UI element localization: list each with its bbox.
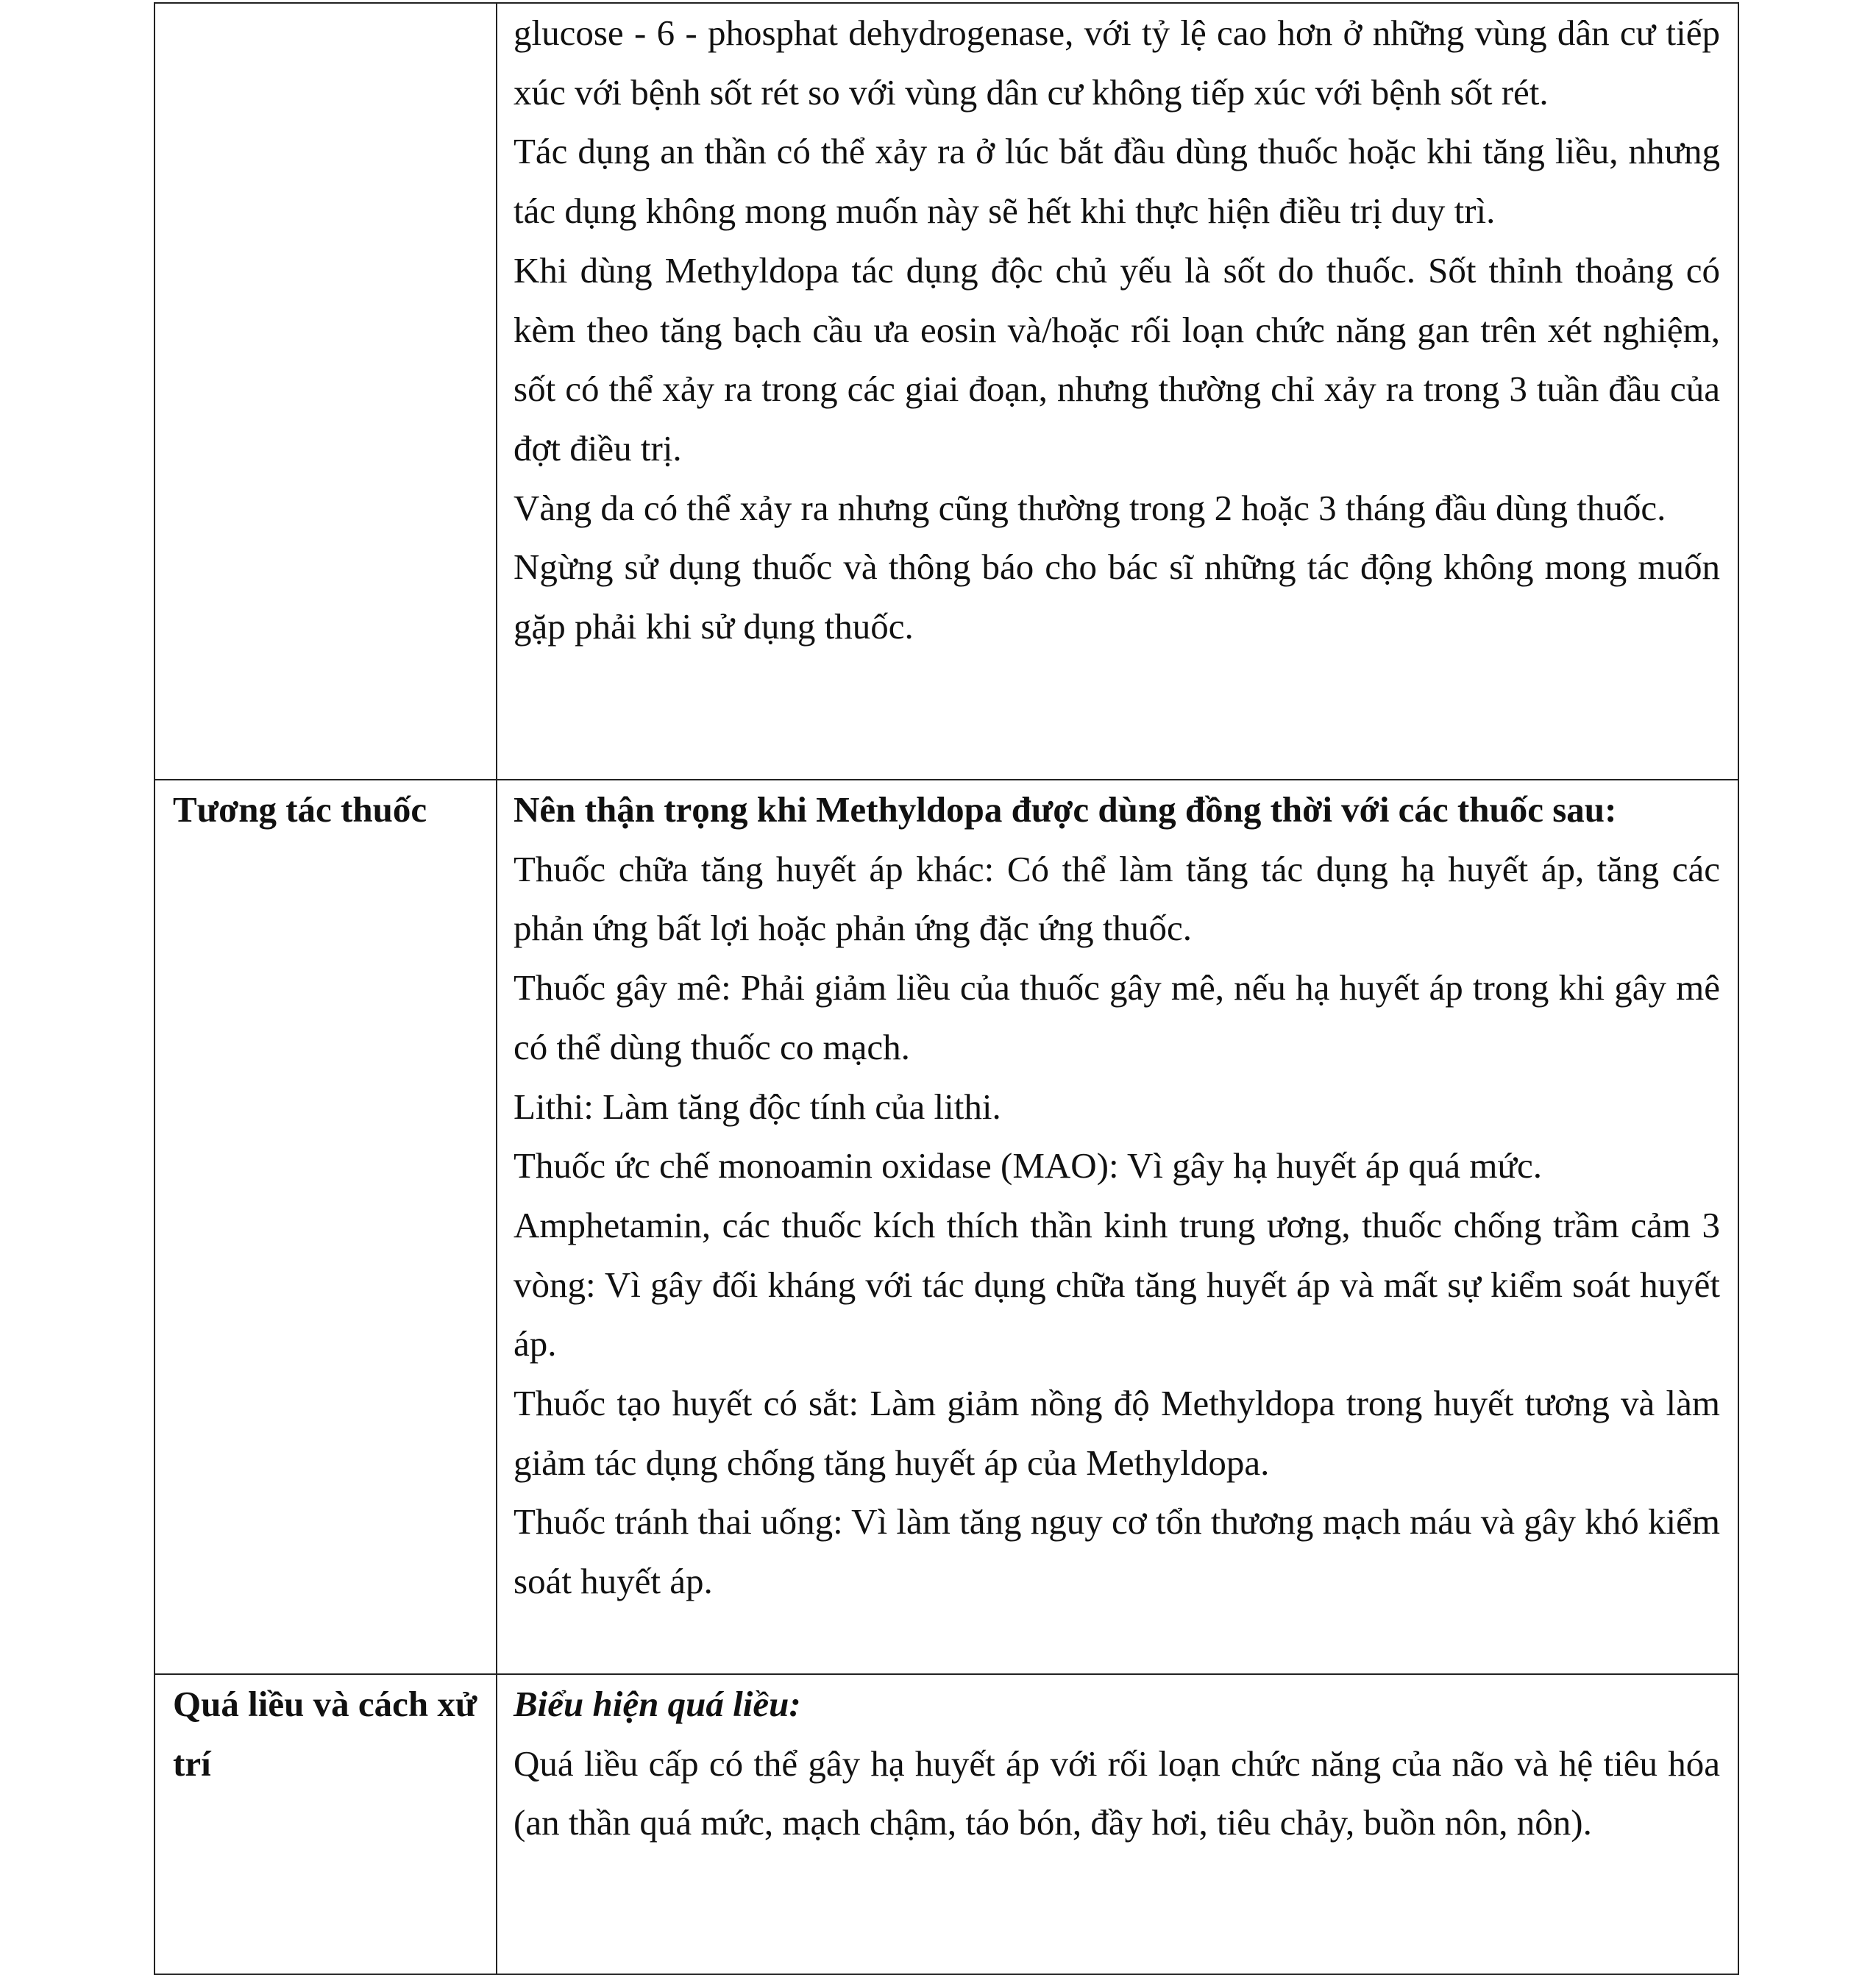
paragraph: Thuốc tránh thai uống: Vì làm tăng nguy cơ tổn thương mạch máu và gây khó kiểm soát huyết áp. [514,1501,1720,1602]
table-row [154,3,1738,780]
row-label-overdose: Quá liều và cách xử trí [154,1674,497,1974]
paragraph: Thuốc chữa tăng huyết áp khác: Có thể làm tăng tác dụng hạ huyết áp, tăng các phản ứng bất lợi hoặc phản ứng đặc ứng thuốc. [514,848,1720,949]
drug-info-table [154,2,1739,1975]
paragraph: Thuốc tạo huyết có sắt: Làm giảm nồng độ Methyldopa trong huyết tương và làm giảm tác dụng chống tăng huyết áp của Methyldopa. [514,1383,1720,1483]
section-lead: Biểu hiện quá liều: [514,1684,801,1724]
paragraph: Lithi: Làm tăng độc tính của lithi. [514,1086,1001,1127]
paragraph: Thuốc gây mê: Phải giảm liều của thuốc gây mê, nếu hạ huyết áp trong khi gây mê có thể dùng thuốc co mạch. [514,967,1720,1067]
table-row [154,1674,1738,1974]
paragraph: Thuốc ức chế monoamin oxidase (MAO): Vì gây hạ huyết áp quá mức. [514,1145,1542,1186]
table-row [154,780,1738,1674]
row-content [497,1674,1738,1974]
paragraph: Khi dùng Methyldopa tác dụng độc chủ yếu là sốt do thuốc. Sốt thỉnh thoảng có kèm theo tăng bạch cầu ưa eosin và/hoặc rối loạn chức năng gan trên xét nghiệm, sốt có thể xảy ra trong các giai đoạn, nhưng thường chỉ xảy ra trong 3 tuần đầu của đợt điều trị. [514,249,1720,469]
row-label [154,3,497,780]
paragraph: Vàng da có thể xảy ra nhưng cũng thường trong 2 hoặc 3 tháng đầu dùng thuốc. [514,487,1666,528]
section-lead: Nên thận trọng khi Methyldopa được dùng đồng thời với các thuốc sau: [514,789,1617,830]
paragraph: Amphetamin, các thuốc kích thích thần kinh trung ương, thuốc chống trầm cảm 3 vòng: Vì gây đối kháng với tác dụng chữa tăng huyết áp và mất sự kiểm soát huyết áp. [514,1204,1720,1364]
row-label-drug-interactions: Tương tác thuốc [154,780,497,1674]
row-content [497,780,1738,1674]
paragraph: Tác dụng an thần có thể xảy ra ở lúc bắt đầu dùng thuốc hoặc khi tăng liều, nhưng tác dụng không mong muốn này sẽ hết khi thực hiện điều trị duy trì. [514,131,1720,232]
paragraph: glucose - 6 - phosphat dehydrogenase, với tỷ lệ cao hơn ở những vùng dân cư tiếp xúc với bệnh sốt rét so với vùng dân cư không tiếp xúc với bệnh sốt rét. [514,13,1720,113]
paragraph: Ngừng sử dụng thuốc và thông báo cho bác sĩ những tác động không mong muốn gặp phải khi sử dụng thuốc. [514,547,1720,647]
row-content [497,3,1738,780]
paragraph: Quá liều cấp có thể gây hạ huyết áp với rối loạn chức năng của não và hệ tiêu hóa (an thần quá mức, mạch chậm, táo bón, đầy hơi, tiêu chảy, buồn nôn, nôn). [514,1743,1720,1843]
